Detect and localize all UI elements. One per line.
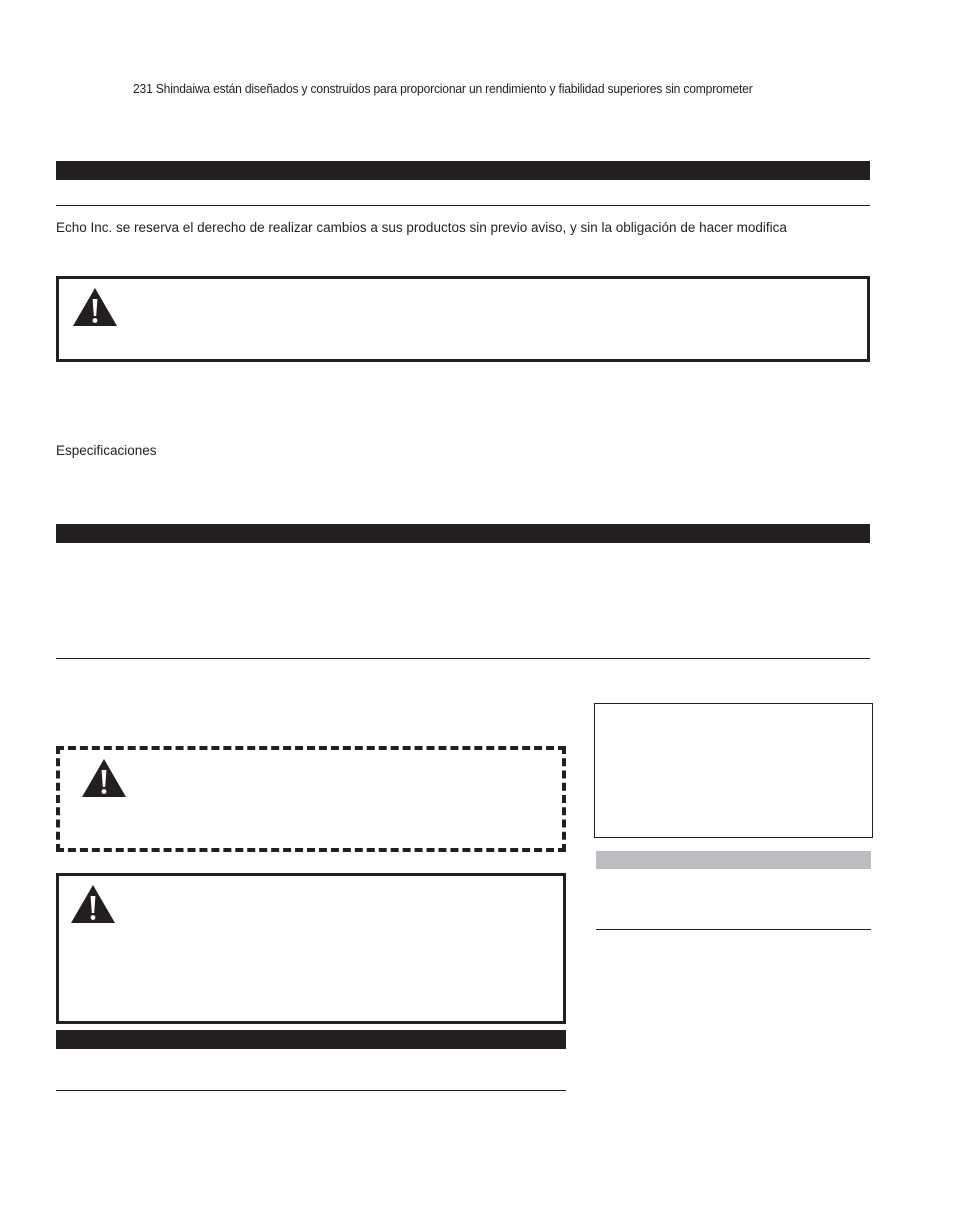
- warning-triangle-icon: [81, 758, 127, 798]
- section-header-bar-2: [56, 524, 870, 543]
- warning-box-secondary: [56, 873, 566, 1024]
- warning-box-dashed: [56, 746, 566, 852]
- left-column-rule: [56, 1090, 566, 1091]
- warning-box-main: [56, 276, 870, 362]
- specifications-label: Especificaciones: [56, 443, 157, 458]
- gray-caption-bar: [596, 851, 871, 869]
- intro-text: 231 Shindaiwa están diseñados y construidos para proporcionar un rendimiento y fiabilidad superiores sin comprometer: [133, 81, 753, 96]
- notice-text: Echo Inc. se reserva el derecho de realizar cambios a sus productos sin previo aviso, y sin la obligación de hacer modifica: [56, 220, 787, 235]
- section-rule-1: [56, 205, 870, 206]
- warning-triangle-icon: [70, 884, 116, 924]
- section-header-bar-1: [56, 161, 870, 180]
- right-column-rule: [596, 929, 871, 930]
- warning-triangle-icon: [72, 287, 118, 327]
- figure-box-right: [594, 703, 873, 838]
- section-rule-2: [56, 658, 870, 659]
- section-header-bar-3: [56, 1030, 566, 1049]
